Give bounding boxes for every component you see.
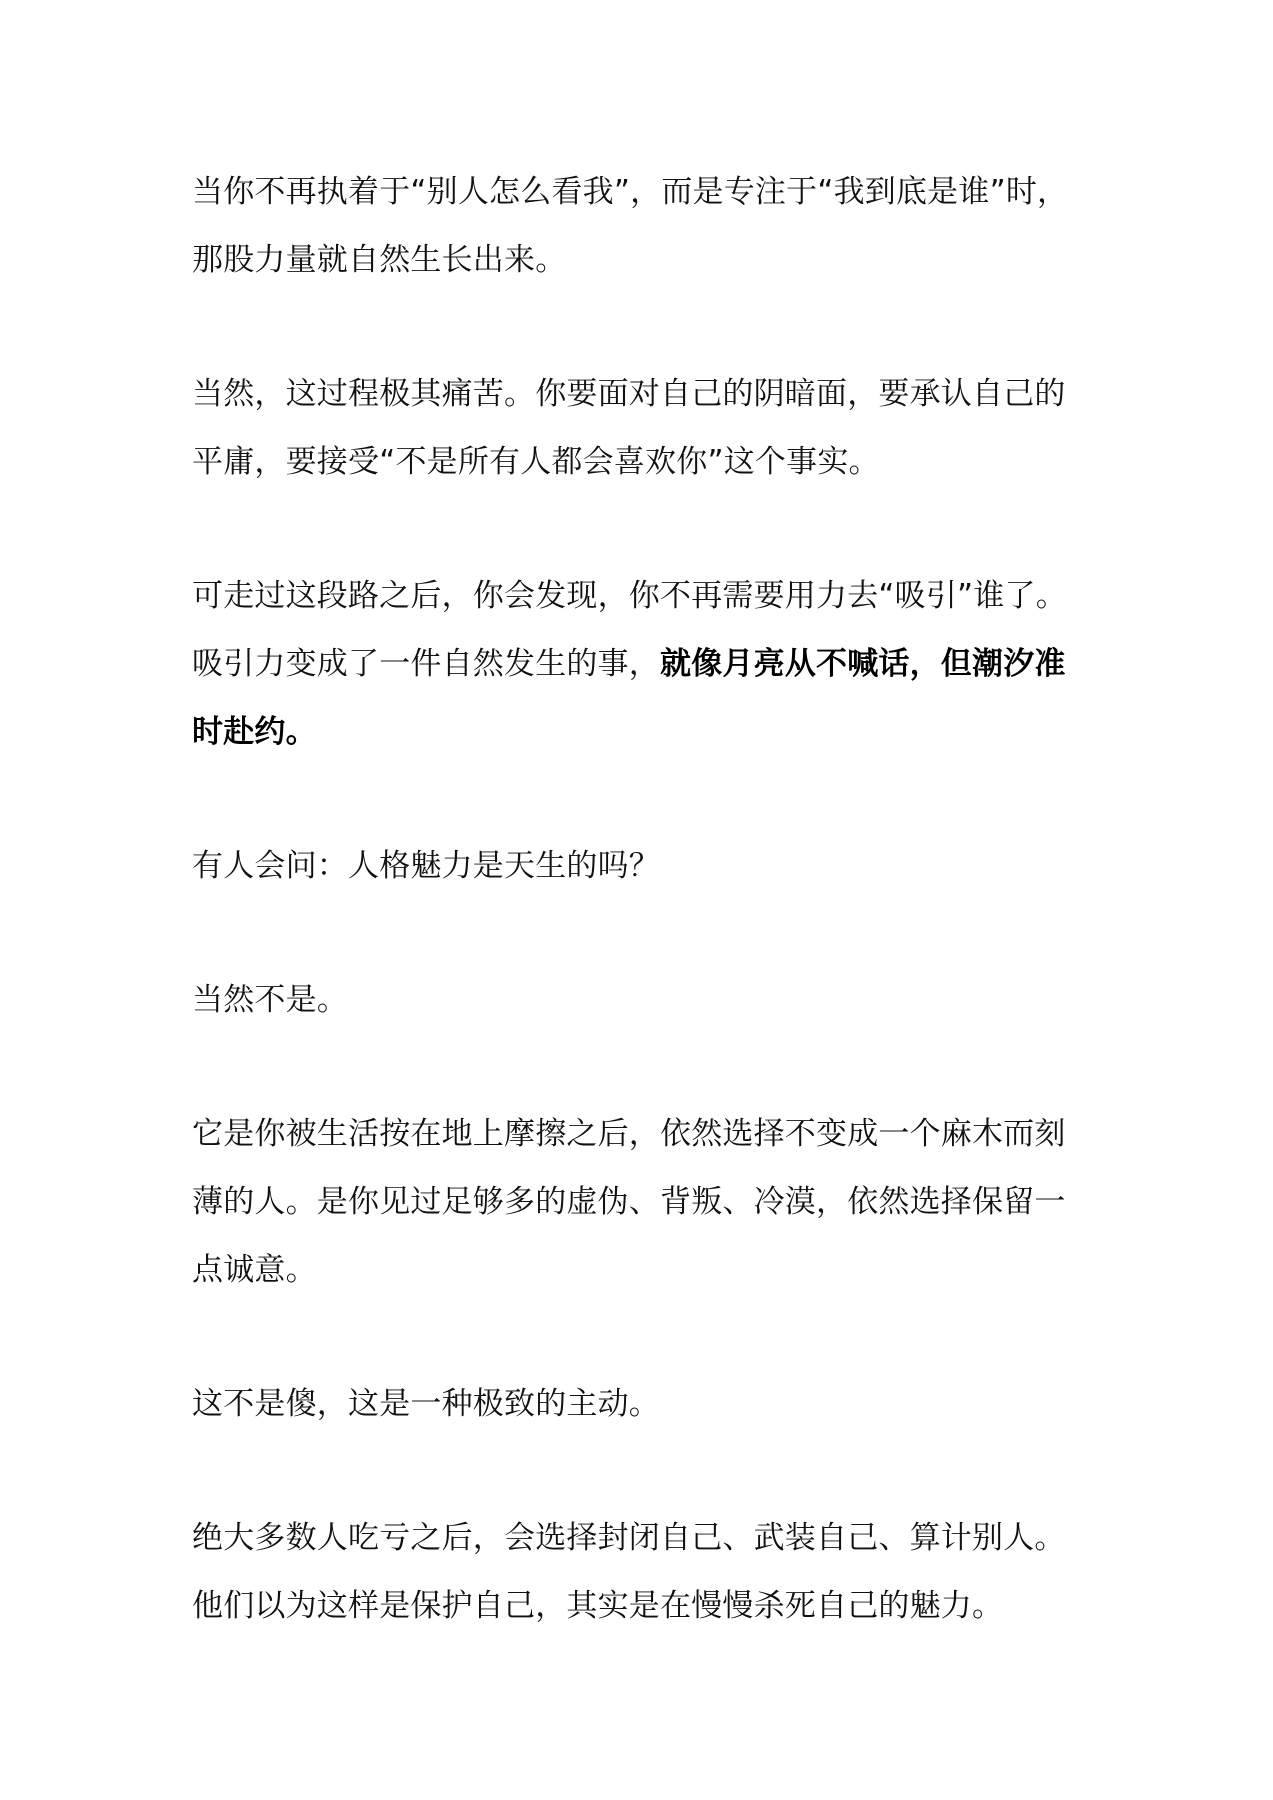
paragraph-6: [192, 1100, 1092, 1304]
text-line: 它是你被生活按在地上摩擦之后，依然选择不变成一个麻木而刻: [192, 1116, 1066, 1152]
text-line: 这不是傻，这是一种极致的主动。: [192, 1386, 660, 1422]
text-line: 当你不再执着于“别人怎么看我”，而是专注于“我到底是谁”时，: [192, 174, 1069, 210]
text-line: 那股力量就自然生长出来。: [192, 242, 567, 278]
text-line: 有人会问：人格魅力是天生的吗？: [192, 848, 660, 884]
article-body: [192, 158, 1092, 1706]
paragraph-5: [192, 966, 1092, 1034]
paragraph-2: [192, 360, 1092, 496]
text-line: 点诚意。: [192, 1252, 317, 1288]
text-line: 平庸，要接受“不是所有人都会喜欢你”这个事实。: [192, 444, 880, 480]
paragraph-7: [192, 1370, 1092, 1438]
text-line: 当然不是。: [192, 982, 348, 1018]
paragraph-3: [192, 562, 1092, 766]
text-line-mixed: [192, 630, 1092, 698]
text-line: 可走过这段路之后，你会发现，你不再需要用力去“吸引”谁了。: [192, 578, 1067, 614]
text-normal: 吸引力变成了一件自然发生的事，: [192, 646, 660, 682]
paragraph-1: [192, 158, 1092, 294]
paragraph-4: [192, 832, 1092, 900]
text-line: 绝大多数人吃亏之后，会选择封闭自己、武装自己、算计别人。: [192, 1520, 1066, 1556]
text-bold-highlight: 时赴约。: [192, 714, 317, 750]
text-bold-highlight: 就像月亮从不喊话，但潮汐准: [660, 646, 1066, 682]
paragraph-8: [192, 1504, 1092, 1640]
text-line: 薄的人。是你见过足够多的虚伪、背叛、冷漠，依然选择保留一: [192, 1184, 1066, 1220]
text-line: 他们以为这样是保护自己，其实是在慢慢杀死自己的魅力。: [192, 1588, 1004, 1624]
text-line: 当然，这过程极其痛苦。你要面对自己的阴暗面，要承认自己的: [192, 376, 1066, 412]
